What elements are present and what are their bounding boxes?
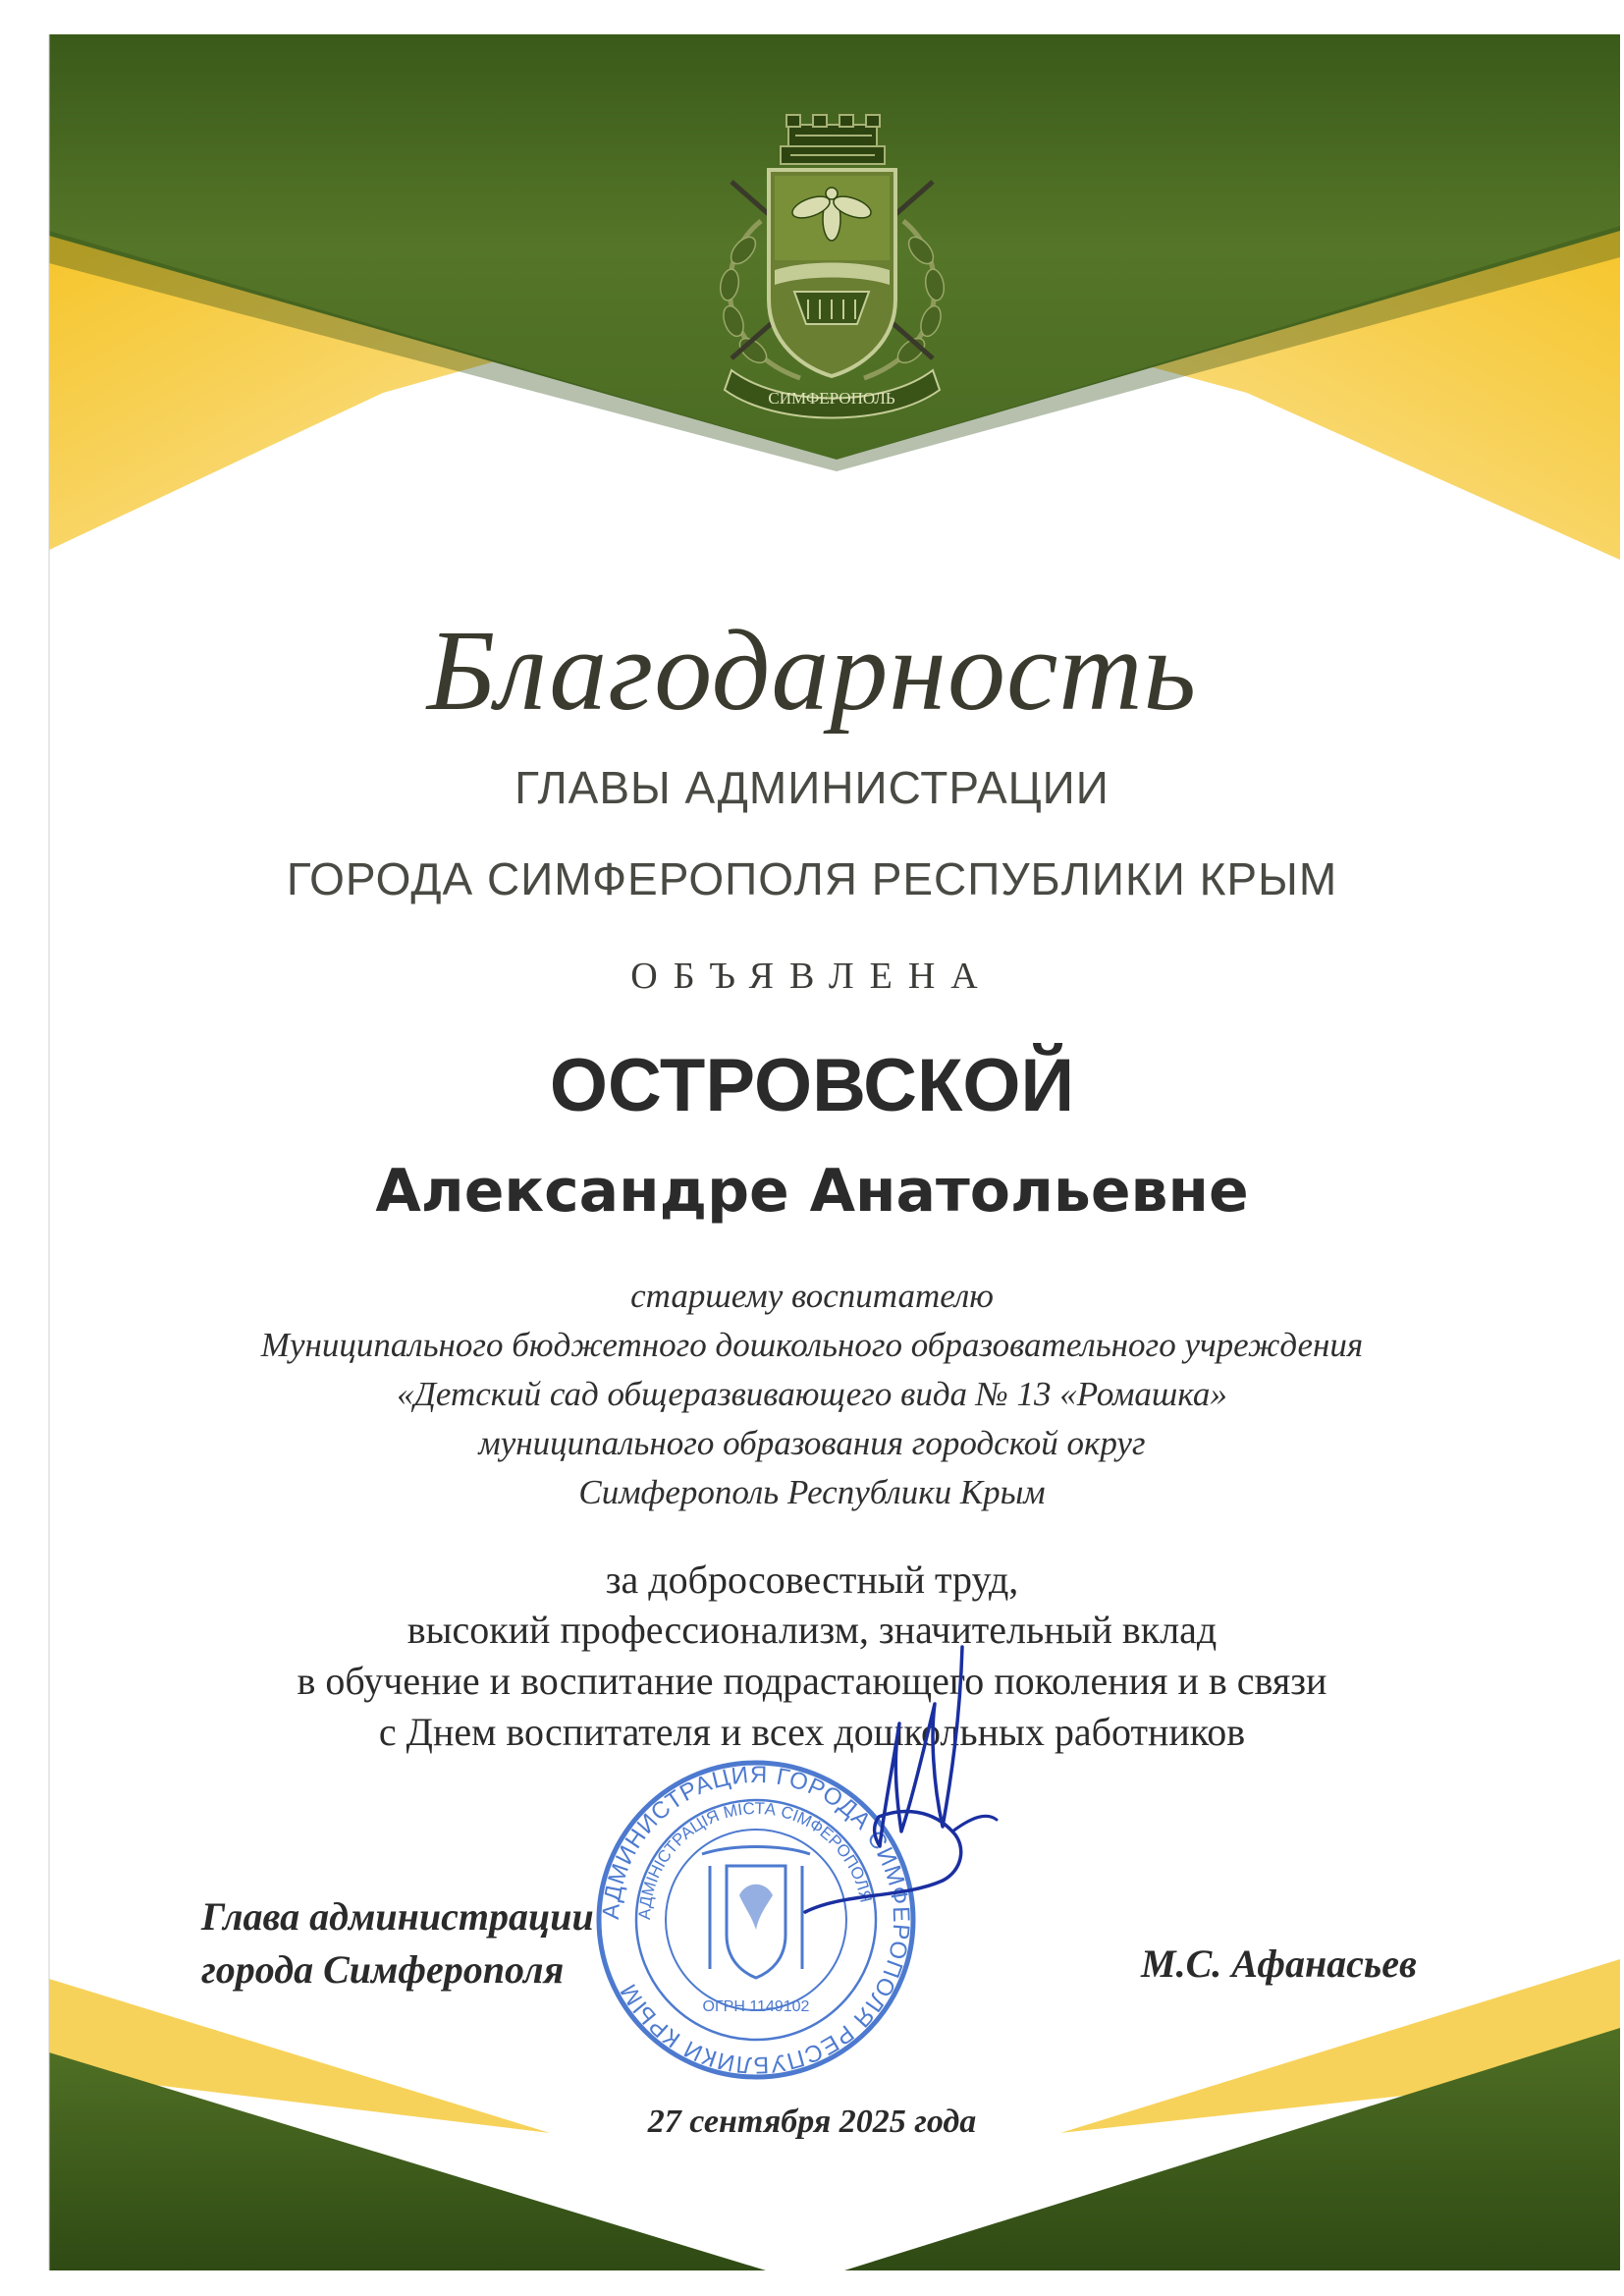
recipient-surname: ОСТРОВСКОЙ — [549, 1044, 1075, 1127]
issuer-line-1: ГЛАВЫ АДМИНИСТРАЦИИ — [514, 762, 1110, 813]
certificate-title: Благодарность — [426, 606, 1198, 735]
signatory-name: М.С. Афанасьев — [1141, 1941, 1417, 1986]
bottom-left-green-corner — [49, 2052, 766, 2270]
recipient-given-names: Александре Анатольевне — [375, 1157, 1249, 1226]
reason-line: в обучение и воспитание подрастающего поколения и в связи — [297, 1659, 1327, 1703]
position-line: «Детский сад общеразвивающего вида № 13 «Ромашка» — [397, 1375, 1227, 1413]
emblem-ribbon-text: СИМФЕРОПОЛЬ — [768, 389, 895, 408]
announced-label: ОБЪЯВЛЕНА — [630, 956, 994, 997]
handwritten-signature — [785, 1635, 1041, 1930]
bottom-right-green-corner — [844, 2028, 1620, 2270]
signatory-position-line-2: города Симферополя — [201, 1947, 565, 1992]
stamp-ogrn-text: ОГРН 1149102 — [702, 1998, 810, 2015]
signatory-position-line-1: Глава администрации — [201, 1894, 594, 1939]
reason-line: высокий профессионализм, значительный вклад — [406, 1608, 1218, 1652]
issue-date: 27 сентября 2025 года — [647, 2104, 977, 2140]
position-line: муниципального образования городской округ — [478, 1424, 1146, 1462]
position-line: старшему воспитателю — [630, 1277, 994, 1315]
stamp-outer-text: АДМИНИСТРАЦИЯ ГОРОДА СИМФЕРОПОЛЯ РЕСПУБЛИКИ КРЫМ — [597, 1761, 915, 2079]
stamp-inner-text: АДМІНІСТРАЦІЯ МІСТА СІМФЕРОПОЛЯ — [634, 1798, 876, 1921]
reason-line: с Днем воспитателя и всех дошкольных работников — [378, 1710, 1246, 1754]
position-line: Муниципального бюджетного дошкольного образовательного учреждения — [260, 1326, 1364, 1364]
reason-line: за добросовестный труд, — [605, 1558, 1019, 1602]
coat-of-arms-icon — [692, 113, 972, 437]
issuer-line-2: ГОРОДА СИМФЕРОПОЛЯ РЕСПУБЛИКИ КРЫМ — [286, 853, 1338, 904]
position-line: Симферополь Республики Крым — [578, 1473, 1046, 1511]
